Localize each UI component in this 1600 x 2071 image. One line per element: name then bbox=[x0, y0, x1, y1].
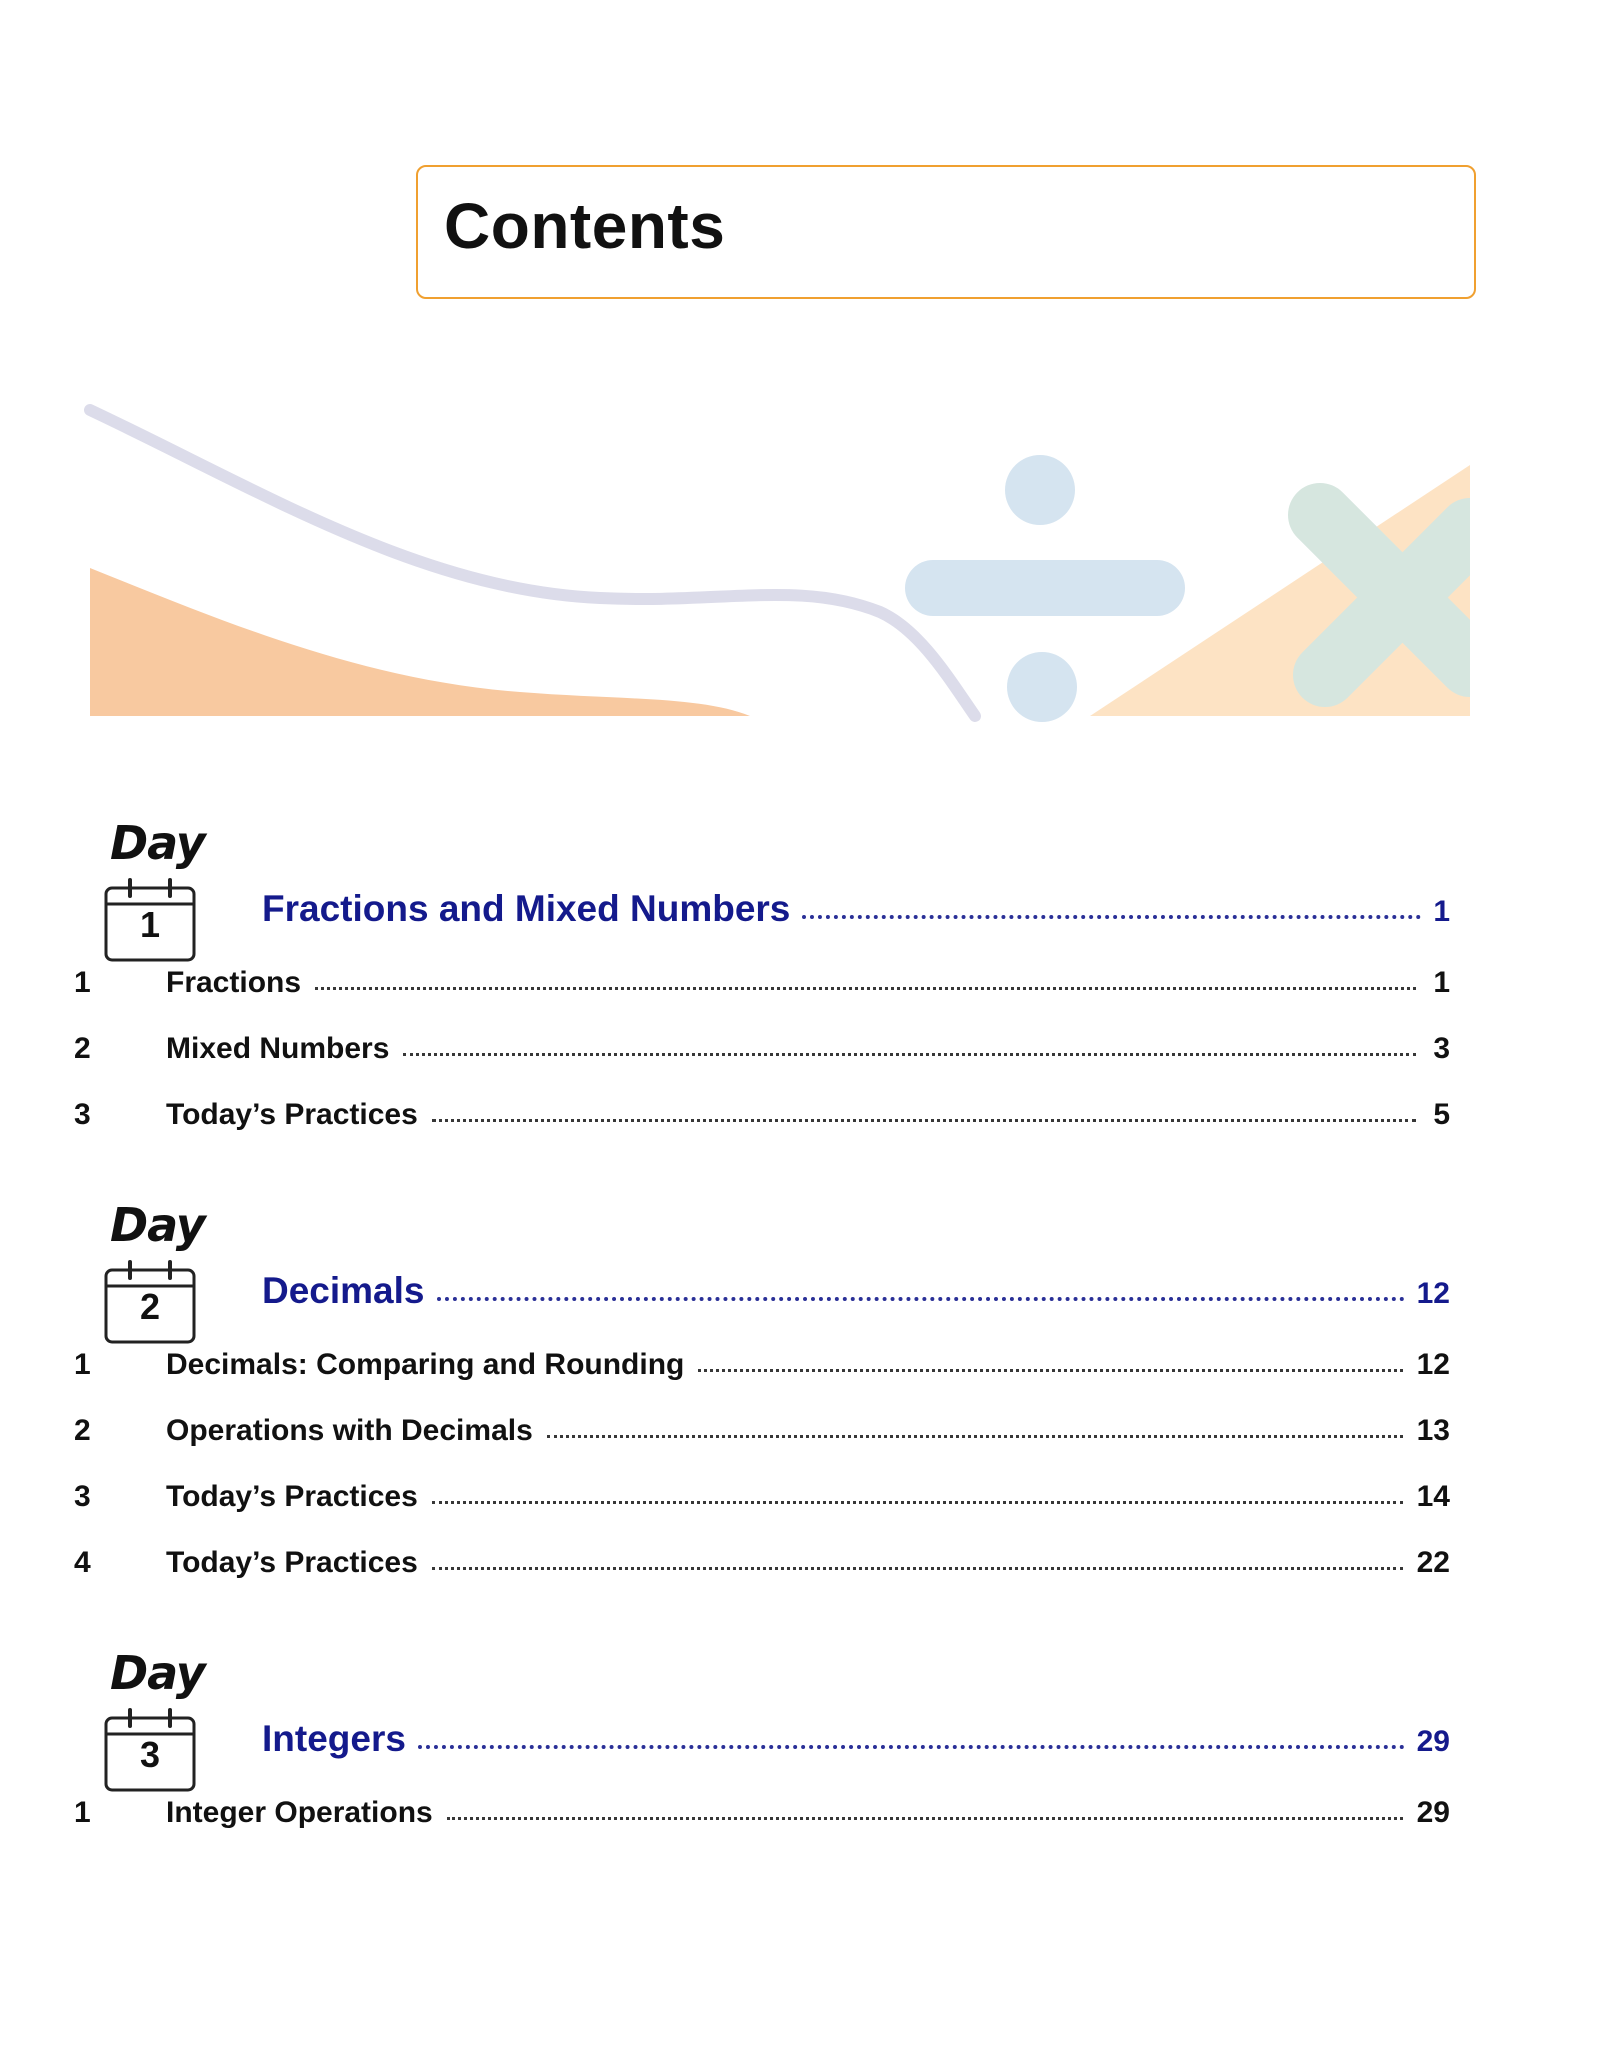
section-page: 29 bbox=[1416, 1796, 1450, 1829]
day-3-block bbox=[70, 1646, 1450, 1862]
section-page: 1 bbox=[1433, 966, 1450, 999]
section-number: 1 bbox=[74, 966, 91, 999]
section-number: 2 bbox=[74, 1414, 91, 1447]
dot-leader bbox=[432, 1119, 1416, 1122]
day-label: Day bbox=[110, 1198, 205, 1252]
day-2-block bbox=[70, 1198, 1450, 1612]
toc-entry[interactable] bbox=[70, 1546, 1450, 1612]
day-label: Day bbox=[110, 816, 205, 870]
section-page: 12 bbox=[1416, 1348, 1450, 1381]
section-number: 3 bbox=[74, 1480, 91, 1513]
chapter-page: 12 bbox=[1416, 1277, 1450, 1310]
section-number: 4 bbox=[74, 1546, 91, 1579]
chapter-title: Integers bbox=[262, 1718, 406, 1759]
chapter-title: Fractions and Mixed Numbers bbox=[262, 888, 791, 929]
toc-entry[interactable] bbox=[70, 1098, 1450, 1164]
section-title: Integer Operations bbox=[166, 1796, 433, 1829]
section-number: 1 bbox=[74, 1796, 91, 1829]
toc-entry[interactable] bbox=[70, 1348, 1450, 1414]
day-number: 3 bbox=[139, 1734, 161, 1775]
day-number: 1 bbox=[139, 904, 161, 945]
section-title: Fractions bbox=[166, 966, 302, 999]
decorative-banner bbox=[0, 380, 1600, 740]
section-page: 13 bbox=[1416, 1414, 1450, 1447]
toc-entry[interactable] bbox=[70, 1032, 1450, 1098]
section-page: 22 bbox=[1416, 1546, 1450, 1579]
dot-leader bbox=[802, 915, 1421, 919]
chapter-row[interactable] bbox=[262, 1270, 1450, 1312]
section-number: 1 bbox=[74, 1348, 91, 1381]
section-page: 14 bbox=[1416, 1480, 1450, 1513]
chapter-page: 29 bbox=[1416, 1725, 1450, 1758]
day-label: Day bbox=[110, 1646, 205, 1700]
dot-leader bbox=[547, 1435, 1403, 1438]
chapter-page: 1 bbox=[1433, 895, 1450, 928]
dot-leader bbox=[315, 987, 1416, 990]
toc-entry[interactable] bbox=[70, 1480, 1450, 1546]
dot-leader bbox=[437, 1297, 1405, 1301]
dot-leader bbox=[432, 1501, 1403, 1504]
chapter-row[interactable] bbox=[262, 1718, 1450, 1760]
section-number: 3 bbox=[74, 1098, 91, 1131]
chapter-row[interactable] bbox=[262, 888, 1450, 930]
section-title: Today’s Practices bbox=[166, 1546, 418, 1579]
section-title: Today’s Practices bbox=[166, 1098, 418, 1131]
banner-orange-wave bbox=[90, 568, 750, 716]
dot-leader bbox=[418, 1745, 1405, 1749]
chapter-title: Decimals bbox=[262, 1270, 425, 1311]
dot-leader bbox=[698, 1369, 1402, 1372]
section-title: Mixed Numbers bbox=[166, 1032, 390, 1065]
toc-entry[interactable] bbox=[70, 1414, 1450, 1480]
toc-entry[interactable] bbox=[70, 966, 1450, 1032]
page-title: Contents bbox=[444, 190, 726, 262]
dot-leader bbox=[432, 1567, 1403, 1570]
section-title: Decimals: Comparing and Rounding bbox=[166, 1348, 685, 1381]
section-page: 5 bbox=[1433, 1098, 1450, 1131]
dot-leader bbox=[403, 1053, 1416, 1056]
dot-leader bbox=[447, 1817, 1403, 1820]
section-number: 2 bbox=[74, 1032, 91, 1065]
section-title: Operations with Decimals bbox=[166, 1414, 533, 1447]
section-page: 3 bbox=[1433, 1032, 1450, 1065]
day-number: 2 bbox=[139, 1286, 161, 1327]
toc-entry[interactable] bbox=[70, 1796, 1450, 1862]
section-title: Today’s Practices bbox=[166, 1480, 418, 1513]
contents-title-box bbox=[416, 165, 1476, 299]
day-1-block bbox=[70, 816, 1450, 1164]
